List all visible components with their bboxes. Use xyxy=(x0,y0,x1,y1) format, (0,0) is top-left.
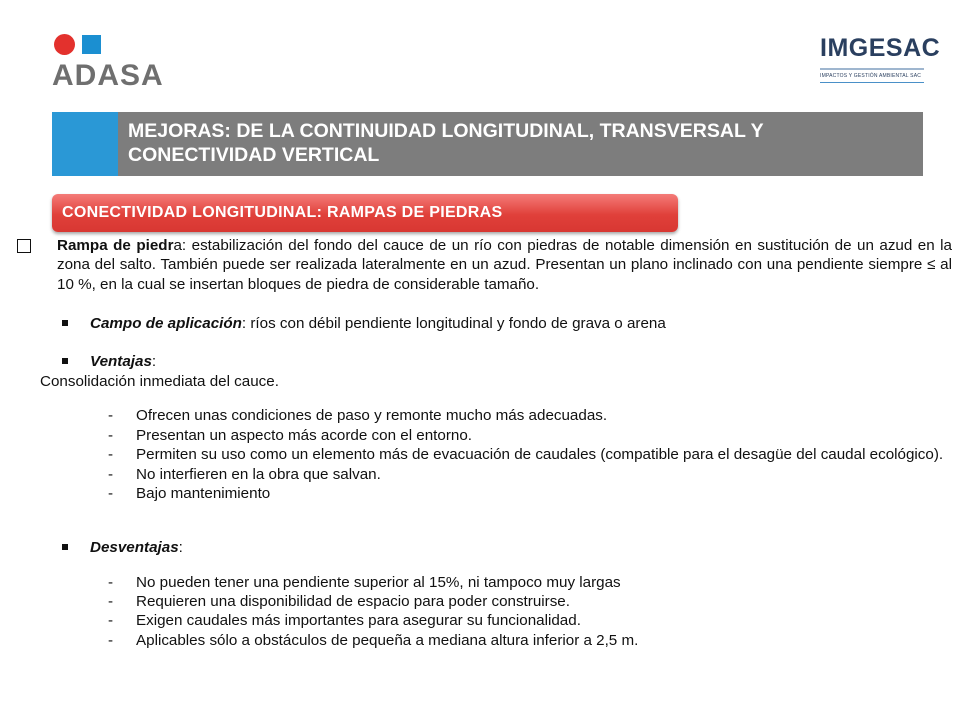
page-title-line-2: CONECTIVIDAD VERTICAL xyxy=(128,144,380,166)
ventajas-intro-line: Consolidación inmediata del cauce. xyxy=(40,372,279,390)
section-subtitle: CONECTIVIDAD LONGITUDINAL: RAMPAS DE PIEDRAS xyxy=(52,194,678,232)
desventajas-colon: : xyxy=(178,539,183,557)
square-bullet-icon xyxy=(62,544,68,550)
list-item: - Exigen caudales más importantes para asegurar su funcionalidad. xyxy=(108,612,581,630)
imgesac-tagline: IMPACTOS Y GESTIÓN AMBIENTAL SAC xyxy=(820,73,922,79)
list-item: - Requieren una disponibilidad de espacio para poder construirse. xyxy=(108,593,570,611)
desventajas-lead: Desventajas xyxy=(90,539,179,557)
checkbox-bullet-icon xyxy=(17,239,31,253)
imgesac-logo-text: IMGESAC xyxy=(820,34,941,62)
logo-divider-blue xyxy=(820,82,924,83)
square-bullet-icon xyxy=(62,320,68,326)
intro-paragraph xyxy=(40,236,952,294)
desventajas-item xyxy=(90,538,952,557)
intro-text: a: estabilización del fondo del cauce de un río con piedras de notable dimensión en sustitución de un azud en la zona del salto. También puede ser realizada lateralmente en un azud. Presentan un plano inclinado con una pendiente siempre ≤ al 10 %, en la cual se insertan bloques de piedra de considerable tamaño. xyxy=(57,237,953,293)
campo-item xyxy=(90,314,952,333)
logo-divider xyxy=(820,68,924,70)
page-title-line-1: MEJORAS: DE LA CONTINUIDAD LONGITUDINAL, TRANSVERSAL Y xyxy=(128,120,764,142)
page-title xyxy=(118,112,923,176)
title-bar xyxy=(52,112,923,176)
intro-lead: Rampa de piedr xyxy=(57,237,174,254)
title-accent-block xyxy=(52,112,118,176)
campo-text: : ríos con débil pendiente longitudinal y fondo de grava o arena xyxy=(241,314,666,332)
ventajas-item xyxy=(90,352,952,371)
list-item: - Bajo mantenimiento xyxy=(108,485,271,503)
desventajas-list xyxy=(108,573,952,651)
list-item: - Aplicables sólo a obstáculos de pequeña a mediana altura inferior a 2,5 m. xyxy=(108,631,639,649)
ventajas-lead: Ventajas xyxy=(90,353,152,371)
adasa-logo-text: ADASA xyxy=(52,59,164,92)
slide-content xyxy=(40,236,952,665)
list-item: - No interfieren en la obra que salvan. xyxy=(108,465,381,483)
square-bullet-icon xyxy=(62,358,68,364)
logo-blue-square-icon xyxy=(82,35,101,54)
list-item: - Permiten su uso como un elemento más de evacuación de caudales (compatible para el desagüe del caudal ecológico). xyxy=(108,446,944,464)
list-item: - No pueden tener una pendiente superior al 15%, ni tampoco muy largas xyxy=(108,573,621,591)
imgesac-logo xyxy=(820,34,941,94)
list-item: - Ofrecen unas condiciones de paso y remonte mucho más adecuadas. xyxy=(108,407,608,425)
logo-red-circle-icon xyxy=(54,34,75,55)
campo-lead: Campo de aplicación xyxy=(90,314,242,332)
ventajas-list xyxy=(108,406,952,503)
adasa-logo xyxy=(52,32,182,94)
list-item: - Presentan un aspecto más acorde con el entorno. xyxy=(108,426,473,444)
ventajas-colon: : xyxy=(151,353,157,371)
